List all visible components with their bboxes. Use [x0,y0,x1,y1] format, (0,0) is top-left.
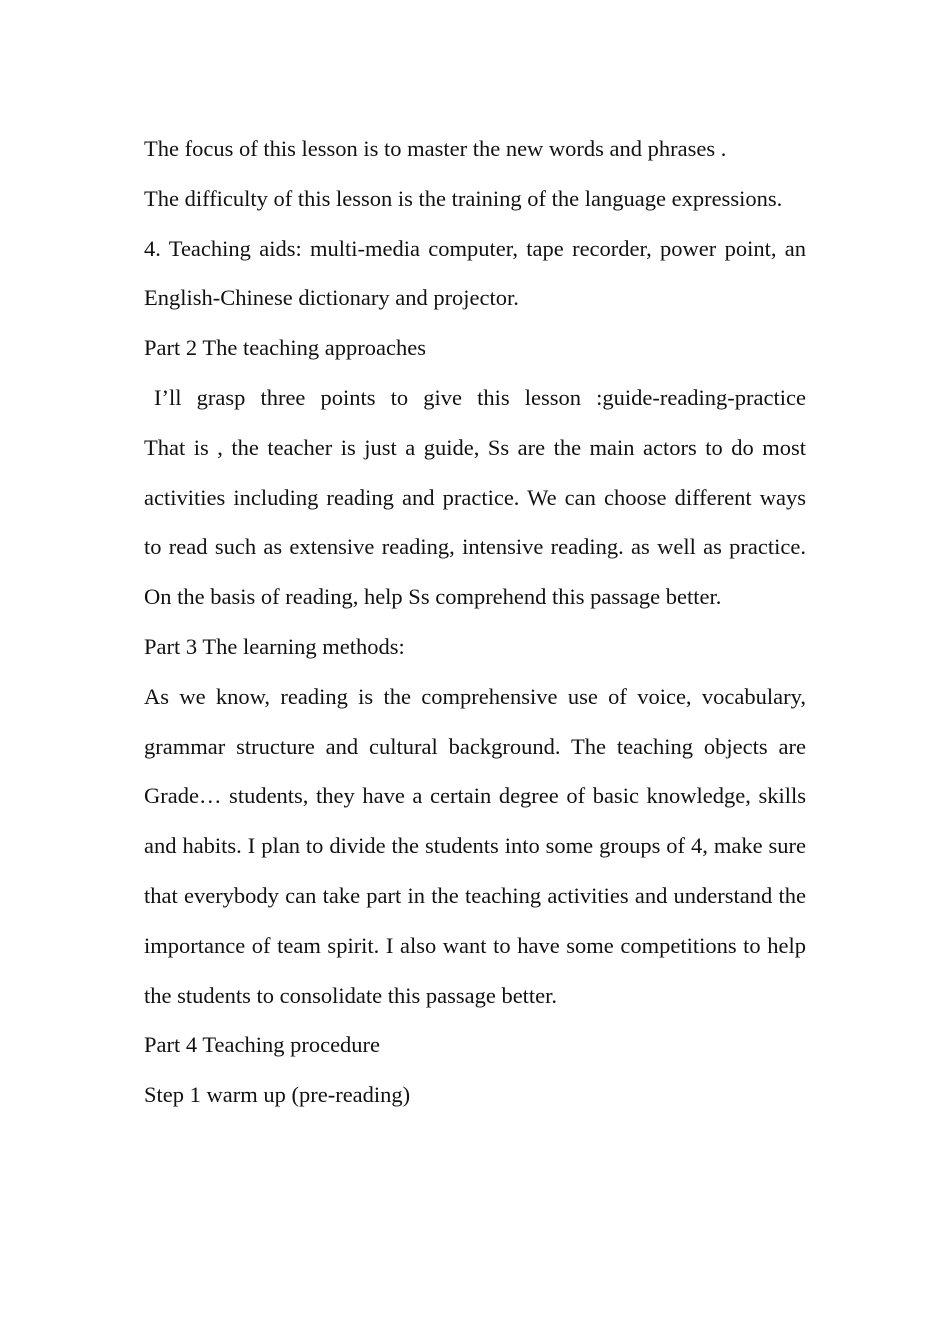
approach-body-paragraph: That is , the teacher is just a guide, Ss are the main actors to do most activities including reading and practice. We can choose different ways to read such as extensive reading, intensive reading. as well as practice. On the basis of reading, help Ss comprehend this passage better. [144,434,806,610]
document-page [144,124,806,1120]
part-4-heading: Part 4 Teaching procedure [144,1032,381,1058]
methods-body-paragraph: As we know, reading is the comprehensive use of voice, vocabulary, grammar structure and cultural background. The teaching objects are Grade… students, they have a certain degree of basic knowledge, skills and habits. I plan to divide the students into some groups of 4, make sure that everybody can take part in the teaching activities and understand the importance of team spirit. I also want to have some competitions to help the students to consolidate this passage better. [144,683,806,1008]
grasp-points-paragraph: I’ll grasp three points to give this lesson :guide-reading-practice [154,384,806,410]
teaching-aids-paragraph: 4. Teaching aids: multi-media computer, tape recorder, power point, an English-Chinese dictionary and projector. [144,235,806,311]
part-3-heading: Part 3 The learning methods: [144,633,405,659]
difficulty-paragraph: The difficulty of this lesson is the training of the language expressions. [144,185,783,211]
focus-paragraph: The focus of this lesson is to master the new words and phrases . [144,136,727,161]
step-1-heading: Step 1 warm up (pre-reading) [144,1082,411,1108]
part-2-heading: Part 2 The teaching approaches [144,335,426,361]
